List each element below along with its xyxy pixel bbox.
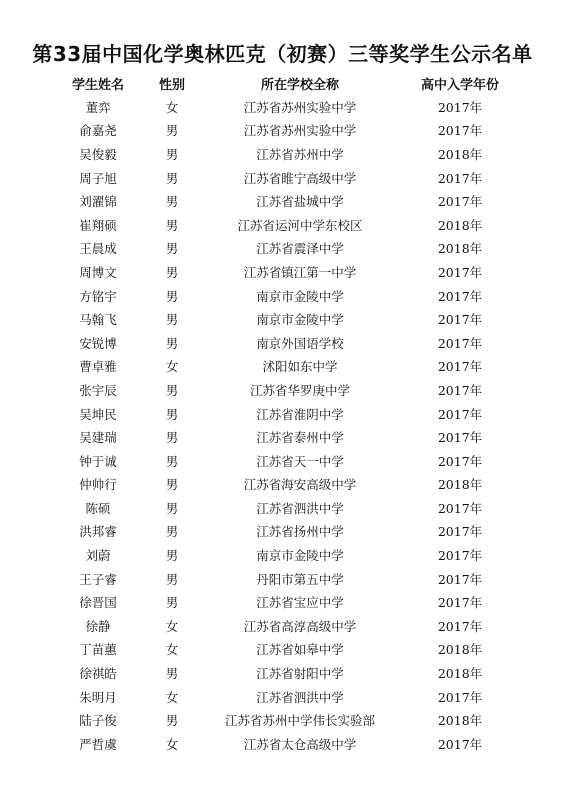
gender-cell: 男 bbox=[165, 406, 179, 422]
table-row bbox=[55, 378, 523, 402]
column-header-school: 所在学校全称 bbox=[260, 77, 339, 93]
gender-cell: 男 bbox=[165, 241, 179, 257]
table-row bbox=[55, 307, 523, 331]
table-row bbox=[55, 449, 523, 473]
gender-cell: 男 bbox=[165, 264, 179, 280]
student-name-cell: 董弈 bbox=[85, 99, 111, 115]
gender-cell: 女 bbox=[165, 642, 179, 658]
school-name-cell: 江苏省睢宁高级中学 bbox=[243, 170, 357, 186]
student-name-cell: 安锐博 bbox=[79, 335, 117, 351]
table-row bbox=[55, 189, 523, 213]
school-name-cell: 江苏省华罗庚中学 bbox=[249, 382, 350, 398]
enrollment-year-cell: 2017年 bbox=[437, 170, 483, 186]
student-name-cell: 吴建瑞 bbox=[79, 430, 117, 446]
gender-cell: 女 bbox=[165, 736, 179, 752]
student-name-cell: 陆子俊 bbox=[79, 713, 117, 729]
table-row bbox=[55, 95, 523, 119]
gender-cell: 男 bbox=[165, 430, 179, 446]
student-name-cell: 朱明月 bbox=[79, 689, 117, 705]
table-row bbox=[55, 732, 523, 756]
header-row bbox=[55, 71, 523, 95]
student-name-cell: 张宇辰 bbox=[79, 382, 117, 398]
school-name-cell: 江苏省泗洪中学 bbox=[256, 689, 344, 705]
enrollment-year-cell: 2017年 bbox=[437, 453, 483, 469]
enrollment-year-cell: 2017年 bbox=[437, 618, 483, 634]
table-row bbox=[55, 614, 523, 638]
table-row bbox=[55, 284, 523, 308]
gender-cell: 男 bbox=[165, 666, 179, 682]
table-row bbox=[55, 685, 523, 709]
table-row bbox=[55, 473, 523, 497]
award-list-table bbox=[55, 71, 523, 756]
table-row bbox=[55, 567, 523, 591]
gender-cell: 男 bbox=[165, 312, 179, 328]
table-row bbox=[55, 520, 523, 544]
table-body bbox=[55, 95, 523, 756]
student-name-cell: 俞嘉尧 bbox=[79, 123, 117, 139]
school-name-cell: 江苏省天一中学 bbox=[256, 453, 344, 469]
student-name-cell: 洪邦睿 bbox=[79, 524, 117, 540]
table-row bbox=[55, 119, 523, 143]
enrollment-year-cell: 2018年 bbox=[437, 666, 483, 682]
student-name-cell: 马翰飞 bbox=[79, 312, 117, 328]
enrollment-year-cell: 2017年 bbox=[437, 288, 483, 304]
gender-cell: 男 bbox=[165, 453, 179, 469]
enrollment-year-cell: 2017年 bbox=[437, 382, 483, 398]
enrollment-year-cell: 2017年 bbox=[437, 312, 483, 328]
school-name-cell: 江苏省扬州中学 bbox=[256, 524, 344, 540]
gender-cell: 男 bbox=[165, 335, 179, 351]
student-name-cell: 刘濯锦 bbox=[79, 194, 117, 210]
column-header-year: 高中入学年份 bbox=[420, 77, 499, 93]
table-row bbox=[55, 638, 523, 662]
school-name-cell: 江苏省海安高级中学 bbox=[243, 477, 357, 493]
table-row bbox=[55, 543, 523, 567]
student-name-cell: 周博文 bbox=[79, 264, 117, 280]
school-name-cell: 江苏省高淳高级中学 bbox=[243, 618, 357, 634]
enrollment-year-cell: 2017年 bbox=[437, 406, 483, 422]
student-name-cell: 王子睿 bbox=[79, 571, 117, 587]
table-row bbox=[55, 708, 523, 732]
school-name-cell: 江苏省淮阴中学 bbox=[256, 406, 344, 422]
school-name-cell: 江苏省苏州中学 bbox=[256, 146, 344, 162]
school-name-cell: 江苏省镇江第一中学 bbox=[243, 264, 357, 280]
school-name-cell: 南京市金陵中学 bbox=[256, 312, 344, 328]
table-row bbox=[55, 590, 523, 614]
table-row bbox=[55, 166, 523, 190]
school-name-cell: 丹阳市第五中学 bbox=[256, 571, 344, 587]
student-name-cell: 仲帅行 bbox=[79, 477, 117, 493]
enrollment-year-cell: 2018年 bbox=[437, 217, 483, 233]
table-row bbox=[55, 237, 523, 261]
table-header bbox=[55, 71, 523, 95]
student-name-cell: 刘蔚 bbox=[85, 548, 111, 564]
gender-cell: 男 bbox=[165, 288, 179, 304]
school-name-cell: 南京外国语学校 bbox=[256, 335, 344, 351]
gender-cell: 男 bbox=[165, 595, 179, 611]
student-name-cell: 钟于诚 bbox=[79, 453, 117, 469]
enrollment-year-cell: 2017年 bbox=[437, 335, 483, 351]
student-name-cell: 徐晋国 bbox=[79, 595, 117, 611]
enrollment-year-cell: 2017年 bbox=[437, 571, 483, 587]
gender-cell: 男 bbox=[165, 217, 179, 233]
gender-cell: 男 bbox=[165, 713, 179, 729]
gender-cell: 女 bbox=[165, 359, 179, 375]
column-header-name: 学生姓名 bbox=[71, 77, 124, 93]
enrollment-year-cell: 2018年 bbox=[437, 642, 483, 658]
enrollment-year-cell: 2017年 bbox=[437, 194, 483, 210]
table-row bbox=[55, 331, 523, 355]
school-name-cell: 江苏省苏州实验中学 bbox=[243, 123, 357, 139]
enrollment-year-cell: 2017年 bbox=[437, 430, 483, 446]
school-name-cell: 江苏省震泽中学 bbox=[256, 241, 344, 257]
enrollment-year-cell: 2017年 bbox=[437, 500, 483, 516]
student-name-cell: 徐祺皓 bbox=[79, 666, 117, 682]
enrollment-year-cell: 2017年 bbox=[437, 264, 483, 280]
gender-cell: 男 bbox=[165, 571, 179, 587]
table-row bbox=[55, 213, 523, 237]
gender-cell: 男 bbox=[165, 146, 179, 162]
gender-cell: 男 bbox=[165, 123, 179, 139]
school-name-cell: 江苏省如皋中学 bbox=[256, 642, 344, 658]
student-name-cell: 徐静 bbox=[85, 618, 111, 634]
gender-cell: 男 bbox=[165, 548, 179, 564]
school-name-cell: 江苏省盐城中学 bbox=[256, 194, 344, 210]
enrollment-year-cell: 2017年 bbox=[437, 359, 483, 375]
school-name-cell: 江苏省苏州实验中学 bbox=[243, 99, 357, 115]
document-title: 第33届中国化学奥林匹克（初赛）三等奖学生公示名单 bbox=[32, 42, 533, 66]
table-row bbox=[55, 142, 523, 166]
school-name-cell: 江苏省泰州中学 bbox=[256, 430, 344, 446]
student-name-cell: 吴坤民 bbox=[79, 406, 117, 422]
gender-cell: 男 bbox=[165, 477, 179, 493]
table-row bbox=[55, 355, 523, 379]
column-header-gender: 性别 bbox=[158, 77, 185, 93]
school-name-cell: 江苏省苏州中学伟长实验部 bbox=[224, 713, 375, 729]
gender-cell: 男 bbox=[165, 500, 179, 516]
student-name-cell: 吴俊毅 bbox=[79, 146, 117, 162]
student-name-cell: 方铭宇 bbox=[79, 288, 117, 304]
student-name-cell: 丁苗蕙 bbox=[79, 642, 117, 658]
school-name-cell: 江苏省太仓高级中学 bbox=[243, 736, 357, 752]
enrollment-year-cell: 2018年 bbox=[437, 241, 483, 257]
gender-cell: 男 bbox=[165, 194, 179, 210]
enrollment-year-cell: 2018年 bbox=[437, 146, 483, 162]
table-row bbox=[55, 661, 523, 685]
enrollment-year-cell: 2017年 bbox=[437, 524, 483, 540]
school-name-cell: 南京市金陵中学 bbox=[256, 548, 344, 564]
enrollment-year-cell: 2017年 bbox=[437, 595, 483, 611]
enrollment-year-cell: 2017年 bbox=[437, 689, 483, 705]
table-row bbox=[55, 402, 523, 426]
school-name-cell: 江苏省射阳中学 bbox=[256, 666, 344, 682]
table-row bbox=[55, 496, 523, 520]
enrollment-year-cell: 2017年 bbox=[437, 99, 483, 115]
enrollment-year-cell: 2018年 bbox=[437, 713, 483, 729]
table-row bbox=[55, 260, 523, 284]
student-name-cell: 严哲虞 bbox=[79, 736, 117, 752]
gender-cell: 男 bbox=[165, 382, 179, 398]
student-name-cell: 王晨成 bbox=[79, 241, 117, 257]
enrollment-year-cell: 2017年 bbox=[437, 736, 483, 752]
enrollment-year-cell: 2018年 bbox=[437, 477, 483, 493]
gender-cell: 男 bbox=[165, 170, 179, 186]
school-name-cell: 江苏省运河中学东校区 bbox=[237, 217, 363, 233]
school-name-cell: 南京市金陵中学 bbox=[256, 288, 344, 304]
gender-cell: 女 bbox=[165, 618, 179, 634]
student-name-cell: 崔翔硕 bbox=[79, 217, 117, 233]
enrollment-year-cell: 2017年 bbox=[437, 123, 483, 139]
gender-cell: 女 bbox=[165, 689, 179, 705]
school-name-cell: 江苏省宝应中学 bbox=[256, 595, 344, 611]
student-name-cell: 曹卓雅 bbox=[79, 359, 117, 375]
school-name-cell: 沭阳如东中学 bbox=[262, 359, 338, 375]
student-name-cell: 周子旭 bbox=[79, 170, 117, 186]
school-name-cell: 江苏省泗洪中学 bbox=[256, 500, 344, 516]
student-name-cell: 陈硕 bbox=[85, 500, 111, 516]
enrollment-year-cell: 2017年 bbox=[437, 548, 483, 564]
gender-cell: 男 bbox=[165, 524, 179, 540]
table-row bbox=[55, 425, 523, 449]
gender-cell: 女 bbox=[165, 99, 179, 115]
